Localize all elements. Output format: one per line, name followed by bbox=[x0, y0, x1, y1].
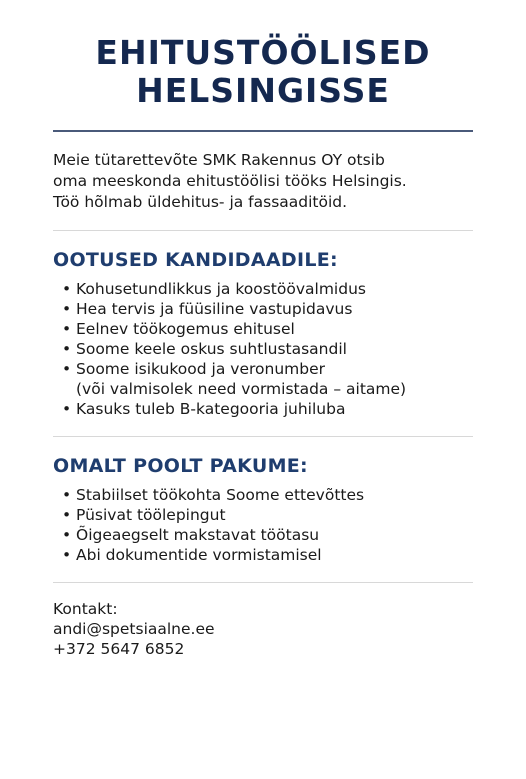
contact-email[interactable]: andi@spetsiaalne.ee bbox=[53, 620, 215, 638]
bullet-icon: • bbox=[62, 320, 72, 338]
bullet-icon: • bbox=[62, 506, 72, 524]
list-item-text: Kasuks tuleb B-kategooria juhiluba bbox=[76, 400, 346, 418]
title-divider bbox=[53, 130, 473, 132]
list-item bbox=[62, 359, 473, 399]
expectations-list bbox=[53, 279, 473, 419]
section-divider-1 bbox=[53, 230, 473, 231]
list-item bbox=[62, 485, 473, 505]
list-item bbox=[62, 299, 473, 319]
bullet-icon: • bbox=[62, 486, 72, 504]
list-item-text: Soome keele oskus suhtlustasandil bbox=[76, 340, 347, 358]
list-item-text: Abi dokumentide vormistamisel bbox=[76, 546, 322, 564]
list-item-text: Stabiilset töökohta Soome ettevõttes bbox=[76, 486, 365, 504]
section-divider-3 bbox=[53, 582, 473, 583]
contact-label: Kontakt: bbox=[53, 600, 118, 618]
expectations-heading: OOTUSED KANDIDAADILE: bbox=[53, 249, 338, 271]
list-item-text: Püsivat töölepingut bbox=[76, 506, 226, 524]
list-item-text: Õigeaegselt makstavat töötasu bbox=[76, 526, 320, 544]
bullet-icon: • bbox=[62, 300, 72, 318]
page-title-line-1: EHITUSTÖÖLISED bbox=[95, 33, 431, 72]
list-item-text: Kohusetundlikkus ja koostöövalmidus bbox=[76, 280, 366, 298]
list-item-text: Eelnev töökogemus ehitusel bbox=[76, 320, 295, 338]
list-item bbox=[62, 545, 473, 565]
list-item bbox=[62, 319, 473, 339]
bullet-icon: • bbox=[62, 280, 72, 298]
intro-paragraph bbox=[53, 150, 473, 213]
intro-line-1: Meie tütarettevõte SMK Rakennus OY otsib bbox=[53, 151, 385, 169]
offer-heading: OMALT POOLT PAKUME: bbox=[53, 455, 308, 477]
list-item bbox=[62, 399, 473, 419]
bullet-icon: • bbox=[62, 400, 72, 418]
section-divider-2 bbox=[53, 436, 473, 437]
contact-block bbox=[53, 599, 473, 659]
offer-list bbox=[53, 485, 473, 565]
bullet-icon: • bbox=[62, 360, 72, 378]
intro-line-3: Töö hõlmab üldehitus- ja fassaaditöid. bbox=[53, 193, 348, 211]
bullet-icon: • bbox=[62, 526, 72, 544]
list-item-continuation: (või valmisolek need vormistada – aitame) bbox=[76, 380, 407, 398]
bullet-icon: • bbox=[62, 340, 72, 358]
contact-phone[interactable]: +372 5647 6852 bbox=[53, 640, 185, 658]
list-item-text: Soome isikukood ja veronumber bbox=[76, 360, 325, 378]
list-item bbox=[62, 339, 473, 359]
intro-line-2: oma meeskonda ehitustöölisi tööks Helsingis. bbox=[53, 172, 407, 190]
list-item-text: Hea tervis ja füüsiline vastupidavus bbox=[76, 300, 353, 318]
bullet-icon: • bbox=[62, 546, 72, 564]
list-item bbox=[62, 279, 473, 299]
page-title-line-2: HELSINGISSE bbox=[136, 71, 390, 110]
page-title bbox=[53, 0, 473, 110]
list-item bbox=[62, 525, 473, 545]
list-item bbox=[62, 505, 473, 525]
